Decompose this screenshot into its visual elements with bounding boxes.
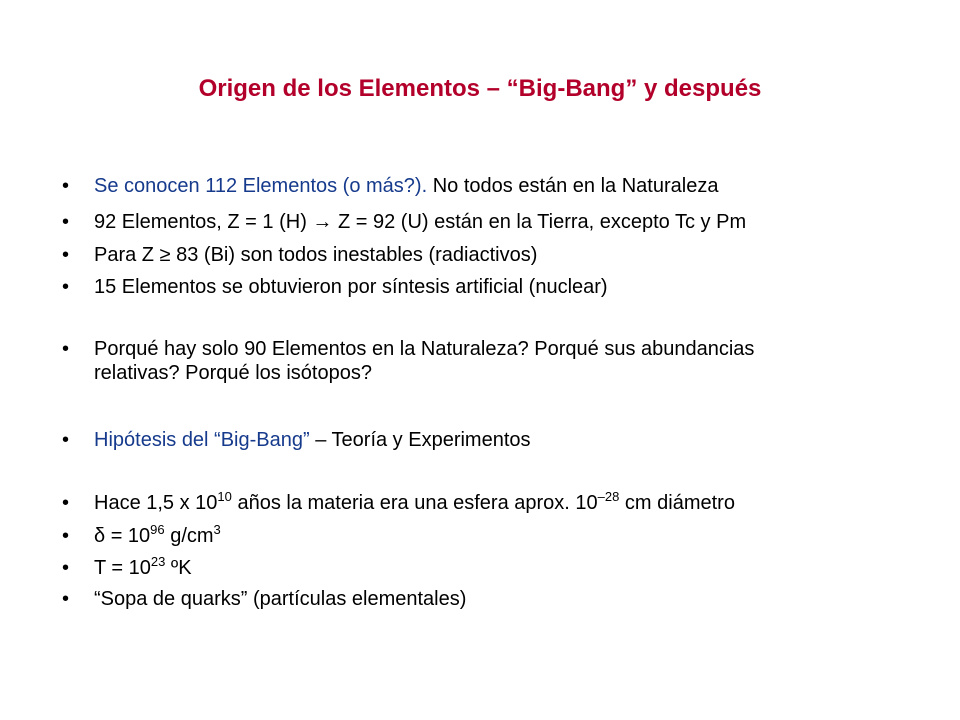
superscript: 3	[213, 522, 221, 537]
bullet-text-highlight: Se conocen 112 Elementos (o más?).	[94, 175, 428, 197]
bullet-text	[94, 491, 735, 515]
bullet-icon: •	[62, 276, 70, 298]
bullet-text	[94, 337, 754, 385]
superscript: 10	[217, 489, 232, 504]
bullet-text: “Sopa de quarks” (partículas elementales)	[94, 588, 467, 610]
bullet-text-part: 92 Elementos, Z = 1 (H)	[94, 211, 313, 233]
slide-title: Origen de los Elementos – “Big-Bang” y después	[198, 75, 762, 102]
bullet-icon: •	[62, 492, 70, 514]
bullet-text	[94, 524, 221, 548]
superscript: 23	[150, 554, 166, 569]
bullet-icon: •	[62, 175, 70, 197]
superscript: 96	[150, 522, 165, 537]
bullet-icon: •	[62, 588, 70, 610]
bullet-icon: •	[62, 525, 70, 547]
superscript: –28	[597, 489, 620, 504]
bullet-text-part: g/cm	[164, 525, 214, 547]
bullet-text-part: T = 10	[94, 557, 151, 579]
bullet-text	[94, 210, 746, 234]
bullet-text-part: Z = 92 (U) están en la Tierra, excepto Tc y Pm	[332, 211, 747, 233]
bullet-text-line: relativas? Porqué los isótopos?	[94, 362, 372, 384]
bullet-text-part: ºK	[165, 557, 192, 579]
bullet-text-rest: No todos están en la Naturaleza	[427, 175, 719, 197]
bullet-text-part: δ = 10	[94, 525, 151, 547]
bullet-icon: •	[62, 557, 70, 579]
bullet-text	[94, 556, 192, 580]
bullet-icon: •	[62, 338, 70, 360]
bullet-text	[94, 428, 531, 452]
bullet-text-highlight: Hipótesis del “Big-Bang”	[94, 429, 310, 451]
bullet-icon: •	[62, 429, 70, 451]
bullet-text: Para Z ≥ 83 (Bi) son todos inestables (radiactivos)	[94, 244, 538, 266]
bullet-icon: •	[62, 211, 70, 233]
bullet-text-part: años la materia era una esfera aprox. 10	[231, 492, 598, 514]
bullet-text-line: Porqué hay solo 90 Elementos en la Naturaleza? Porqué sus abundancias	[94, 338, 755, 360]
bullet-text-rest: – Teoría y Experimentos	[309, 429, 531, 451]
bullet-text-part: cm diámetro	[619, 492, 735, 514]
bullet-text: 15 Elementos se obtuvieron por síntesis artificial (nuclear)	[94, 276, 608, 298]
bullet-text-part: Hace 1,5 x 10	[94, 492, 218, 514]
bullet-text	[94, 174, 718, 198]
right-arrow-icon: →	[312, 211, 333, 233]
bullet-icon: •	[62, 244, 70, 266]
